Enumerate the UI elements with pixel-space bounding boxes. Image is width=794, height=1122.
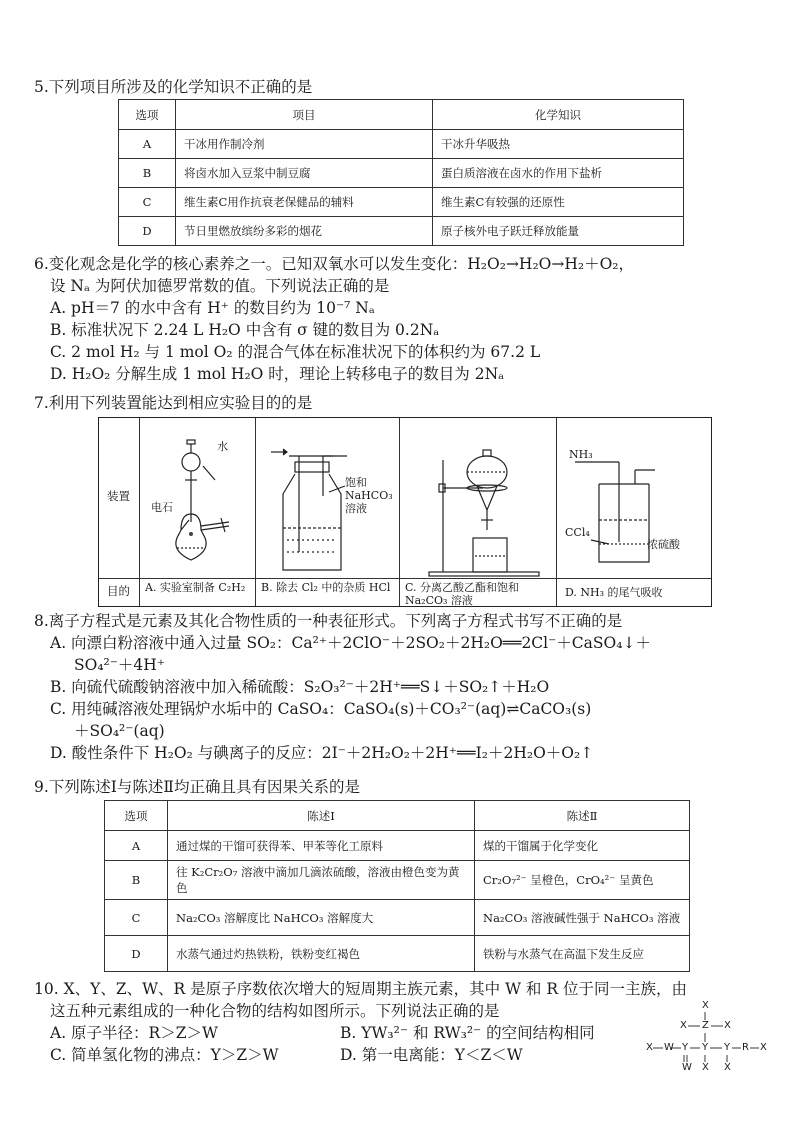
atom-label: Y [702, 1042, 709, 1053]
q9-cell: 铁粉与水蒸气在高温下发生反应 [475, 936, 690, 972]
q7-purpose-label: 目的 [107, 584, 130, 598]
q5-stem: 5.下列项目所涉及的化学知识不正确的是 [34, 78, 313, 96]
q9-cell: 通过煤的干馏可获得苯、甲苯等化工原料 [168, 831, 475, 861]
atom-label: X [724, 1020, 731, 1031]
atom-label: W [682, 1062, 692, 1073]
label-nahco3-line3: 溶液 [345, 502, 367, 515]
q9-header-statement1: 陈述Ⅰ [168, 801, 475, 831]
q9-cell: Na₂CO₃ 溶解度比 NaHCO₃ 溶解度大 [168, 900, 475, 936]
question-8 [34, 610, 760, 764]
q7-purpose-a: A. 实验室制备 C₂H₂ [145, 581, 246, 594]
q7-purpose-c: C. 分离乙酸乙酯和饱和 Na₂CO₃ 溶液 [405, 581, 520, 607]
apparatus-a-illustration [141, 422, 253, 576]
q10-stem-line2: 这五种元素组成的一种化合物的结构如图所示。下列说法正确的是 [50, 1002, 500, 1020]
q5-cell: 干冰升华吸热 [433, 130, 684, 159]
label-ccl4: CCl₄ [565, 526, 590, 539]
atom-label: Z [702, 1020, 709, 1031]
q9-cell: A [105, 831, 168, 861]
table-row [119, 159, 684, 188]
apparatus-c-illustration [401, 420, 555, 578]
q10-structure-diagram [640, 1000, 770, 1080]
table-row [105, 900, 690, 936]
q10-option-d: D. 第一电离能：Y＜Z＜W [340, 1046, 523, 1064]
q9-cell: C [105, 900, 168, 936]
q5-header-knowledge: 化学知识 [433, 100, 684, 130]
atom-label: X [760, 1042, 767, 1053]
q5-cell: 维生素C用作抗衰老保健品的辅料 [176, 188, 433, 217]
table-row [119, 188, 684, 217]
label-nh3: NH₃ [569, 448, 593, 461]
q8-stem: 8.离子方程式是元素及其化合物性质的一种表征形式。下列离子方程式书写不正确的是 [34, 612, 623, 630]
q5-cell: 维生素C有较强的还原性 [433, 188, 684, 217]
q7-stem: 7.利用下列装置能达到相应实验目的的是 [34, 394, 313, 412]
label-water: 水 [217, 440, 228, 453]
atom-label: X [724, 1062, 731, 1073]
q10-option-c: C. 简单氢化物的沸点：Y＞Z＞W [50, 1046, 279, 1064]
q5-header-item: 项目 [176, 100, 433, 130]
atom-label: W [664, 1042, 674, 1053]
question-5 [34, 76, 760, 98]
q9-stem: 9.下列陈述Ⅰ与陈述Ⅱ均正确且具有因果关系的是 [34, 778, 360, 796]
q8-option-c-line1: C. 用纯碱溶液处理锅炉水垢中的 CaSO₄：CaSO₄(s)＋CO₃²⁻(aq)⇌CaCO₃(s) [50, 700, 592, 718]
q8-option-c-line2: ＋SO₄²⁻(aq) [74, 722, 165, 740]
label-nahco3 [345, 476, 397, 515]
q5-cell: 节日里燃放缤纷多彩的烟花 [176, 217, 433, 246]
q5-cell: A [119, 130, 176, 159]
q5-table [118, 99, 684, 246]
q9-cell: 水蒸气通过灼热铁粉，铁粉变红褐色 [168, 936, 475, 972]
q7-device-label: 装置 [107, 489, 130, 503]
structure-bonds [640, 1000, 770, 1080]
question-6 [34, 253, 760, 385]
q5-cell: 原子核外电子跃迁释放能量 [433, 217, 684, 246]
q9-header-statement2: 陈述Ⅱ [475, 801, 690, 831]
atom-label: X [646, 1042, 653, 1053]
q5-cell: 干冰用作制冷剂 [176, 130, 433, 159]
q9-cell: 煤的干馏属于化学变化 [475, 831, 690, 861]
q5-cell: C [119, 188, 176, 217]
q8-option-b: B. 向硫代硫酸钠溶液中加入稀硫酸：S₂O₃²⁻＋2H⁺══S↓＋SO₂↑＋H₂O [50, 678, 550, 696]
table-row [105, 831, 690, 861]
table-row [105, 936, 690, 972]
atom-label: X [702, 1000, 709, 1011]
q9-table [104, 800, 690, 972]
atom-label: X [702, 1062, 709, 1073]
q9-cell: Cr₂O₇²⁻ 呈橙色，CrO₄²⁻ 呈黄色 [475, 861, 690, 900]
label-conc-h2so4: 浓硫酸 [647, 538, 680, 551]
table-row [119, 130, 684, 159]
label-nahco3-line2: NaHCO₃ [345, 489, 393, 502]
q7-purpose-b: B. 除去 Cl₂ 中的杂质 HCl [261, 581, 391, 594]
q5-cell: 将卤水加入豆浆中制豆腐 [176, 159, 433, 188]
q9-header-option: 选项 [105, 801, 168, 831]
q9-cell: 往 K₂Cr₂O₇ 溶液中滴加几滴浓硫酸，溶液由橙色变为黄色 [168, 861, 475, 900]
atom-label: X [680, 1020, 687, 1031]
table-row [105, 861, 690, 900]
q5-header-option: 选项 [119, 100, 176, 130]
q10-option-a: A. 原子半径：R＞Z＞W [50, 1024, 218, 1042]
question-7 [34, 392, 760, 414]
q10-option-b: B. YW₃²⁻ 和 RW₃²⁻ 的空间结构相同 [340, 1024, 595, 1042]
q6-stem-line1: 6.变化观念是化学的核心素养之一。已知双氧水可以发生变化：H₂O₂→H₂O→H₂＋O₂， [34, 255, 635, 273]
q5-cell: D [119, 217, 176, 246]
atom-label: Y [682, 1042, 689, 1053]
q8-option-a-line1: A. 向漂白粉溶液中通入过量 SO₂：Ca²⁺＋2ClO⁻＋2SO₂＋2H₂O══2Cl⁻＋CaSO₄↓＋ [50, 634, 651, 652]
q9-cell: D [105, 936, 168, 972]
q5-cell: B [119, 159, 176, 188]
table-row [119, 217, 684, 246]
q8-option-d: D. 酸性条件下 H₂O₂ 与碘离子的反应：2I⁻＋2H₂O₂＋2H⁺══I₂＋2H₂O＋O₂↑ [50, 744, 594, 762]
q5-cell: 蛋白质溶液在卤水的作用下盐析 [433, 159, 684, 188]
label-nahco3-line1: 饱和 [345, 476, 367, 489]
q7-apparatus-table [98, 417, 712, 607]
q6-stem-line2: 设 Nₐ 为阿伏加德罗常数的值。下列说法正确的是 [50, 277, 390, 295]
q9-cell: Na₂CO₃ 溶液碱性强于 NaHCO₃ 溶液 [475, 900, 690, 936]
atom-label: R [742, 1042, 749, 1053]
q6-option-b: B. 标准状况下 2.24 L H₂O 中含有 σ 键的数目为 0.2Nₐ [50, 321, 440, 339]
q7-purpose-d: D. NH₃ 的尾气吸收 [565, 586, 663, 599]
q6-option-d: D. H₂O₂ 分解生成 1 mol H₂O 时，理论上转移电子的数目为 2Nₐ [50, 365, 505, 383]
q6-option-a: A. pH＝7 的水中含有 H⁺ 的数目约为 10⁻⁷ Nₐ [50, 299, 375, 317]
q8-option-a-line2: SO₄²⁻＋4H⁺ [74, 656, 165, 674]
label-calcium-carbide: 电石 [151, 501, 173, 514]
question-9 [34, 776, 760, 798]
q6-option-c: C. 2 mol H₂ 与 1 mol O₂ 的混合气体在标准状况下的体积约为 67.2 L [50, 343, 541, 361]
apparatus-d-illustration [559, 422, 709, 576]
atom-label: Y [724, 1042, 731, 1053]
q10-stem-line1: 10. X、Y、Z、W、R 是原子序数依次增大的短周期主族元素，其中 W 和 R 位于同一主族，由 [34, 980, 687, 998]
q9-cell: B [105, 861, 168, 900]
